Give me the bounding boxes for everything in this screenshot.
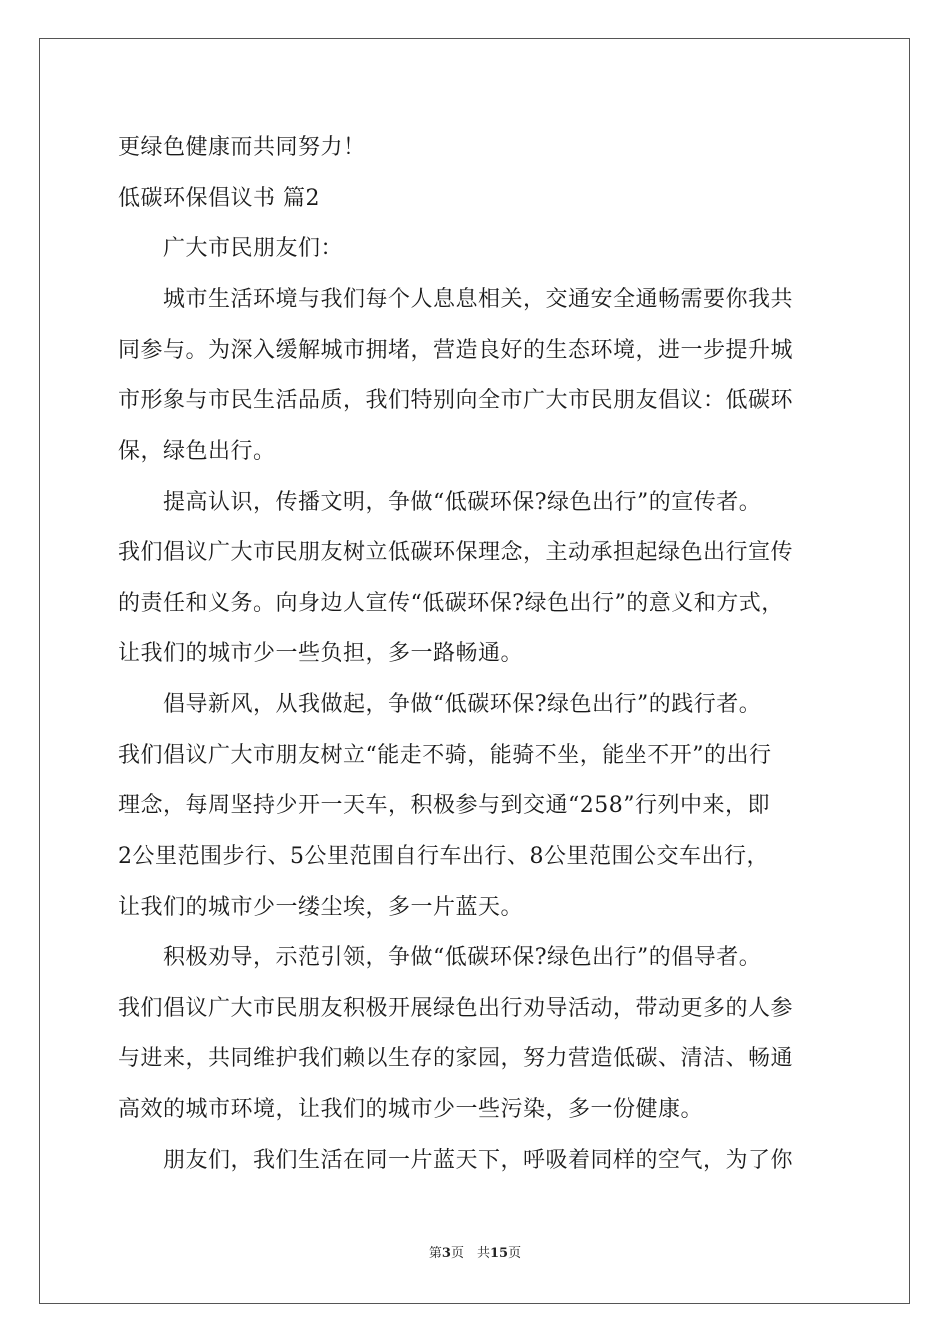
paragraph-line: 市形象与市民生活品质，我们特别向全市广大市民朋友倡议：低碳环 <box>118 388 794 413</box>
paragraph-line: 城市生活环境与我们每个人息息相关，交通安全通畅需要你我共 <box>163 287 794 312</box>
salutation: 广大市民朋友们： <box>163 236 344 261</box>
paragraph-line: 高效的城市环境，让我们的城市少一些污染，多一份健康。 <box>118 1097 704 1122</box>
paragraph-line: 的责任和义务。向身边人宣传“低碳环保?绿色出行”的意义和方式， <box>118 591 784 616</box>
paragraph-line: 让我们的城市少一些负担，多一路畅通。 <box>118 641 524 666</box>
paragraph-line: 2公里范围步行、5公里范围自行车出行、8公里范围公交车出行， <box>118 844 769 869</box>
paragraph-line: 我们倡议广大市朋友树立“能走不骑，能骑不坐，能坐不开”的出行 <box>118 743 772 768</box>
paragraph-line: 让我们的城市少一缕尘埃，多一片蓝天。 <box>118 895 524 920</box>
paragraph-line: 我们倡议广大市民朋友树立低碳环保理念，主动承担起绿色出行宣传 <box>118 540 794 565</box>
footer-page-current: 3 <box>441 1246 451 1261</box>
paragraph-line: 朋友们，我们生活在同一片蓝天下，呼吸着同样的空气，为了你 <box>163 1148 794 1173</box>
footer-suffix: 页 <box>508 1246 522 1261</box>
paragraph-line: 倡导新风，从我做起，争做“低碳环保?绿色出行”的践行者。 <box>163 692 762 717</box>
footer-page-total: 15 <box>489 1246 509 1261</box>
paragraph-line: 我们倡议广大市民朋友积极开展绿色出行劝导活动，带动更多的人参 <box>118 996 794 1021</box>
paragraph-line: 同参与。为深入缓解城市拥堵，营造良好的生态环境，进一步提升城 <box>118 338 794 363</box>
paragraph-line: 积极劝导，示范引领，争做“低碳环保?绿色出行”的倡导者。 <box>163 945 762 970</box>
paragraph-line: 理念，每周坚持少开一天车，积极参与到交通“258”行列中来，即 <box>118 793 770 818</box>
paragraph-line: 提高认识，传播文明，争做“低碳环保?绿色出行”的宣传者。 <box>163 490 762 515</box>
footer-mid: 页 共 <box>450 1246 490 1261</box>
footer-prefix: 第 <box>428 1246 442 1261</box>
paragraph-line: 保，绿色出行。 <box>118 439 276 464</box>
page-footer <box>0 1245 950 1263</box>
paragraph-line: 与进来，共同维护我们赖以生存的家园，努力营造低碳、清洁、畅通 <box>118 1046 794 1071</box>
section-heading: 低碳环保倡议书 篇2 <box>118 186 320 211</box>
text-line: 更绿色健康而共同努力！ <box>118 135 366 160</box>
